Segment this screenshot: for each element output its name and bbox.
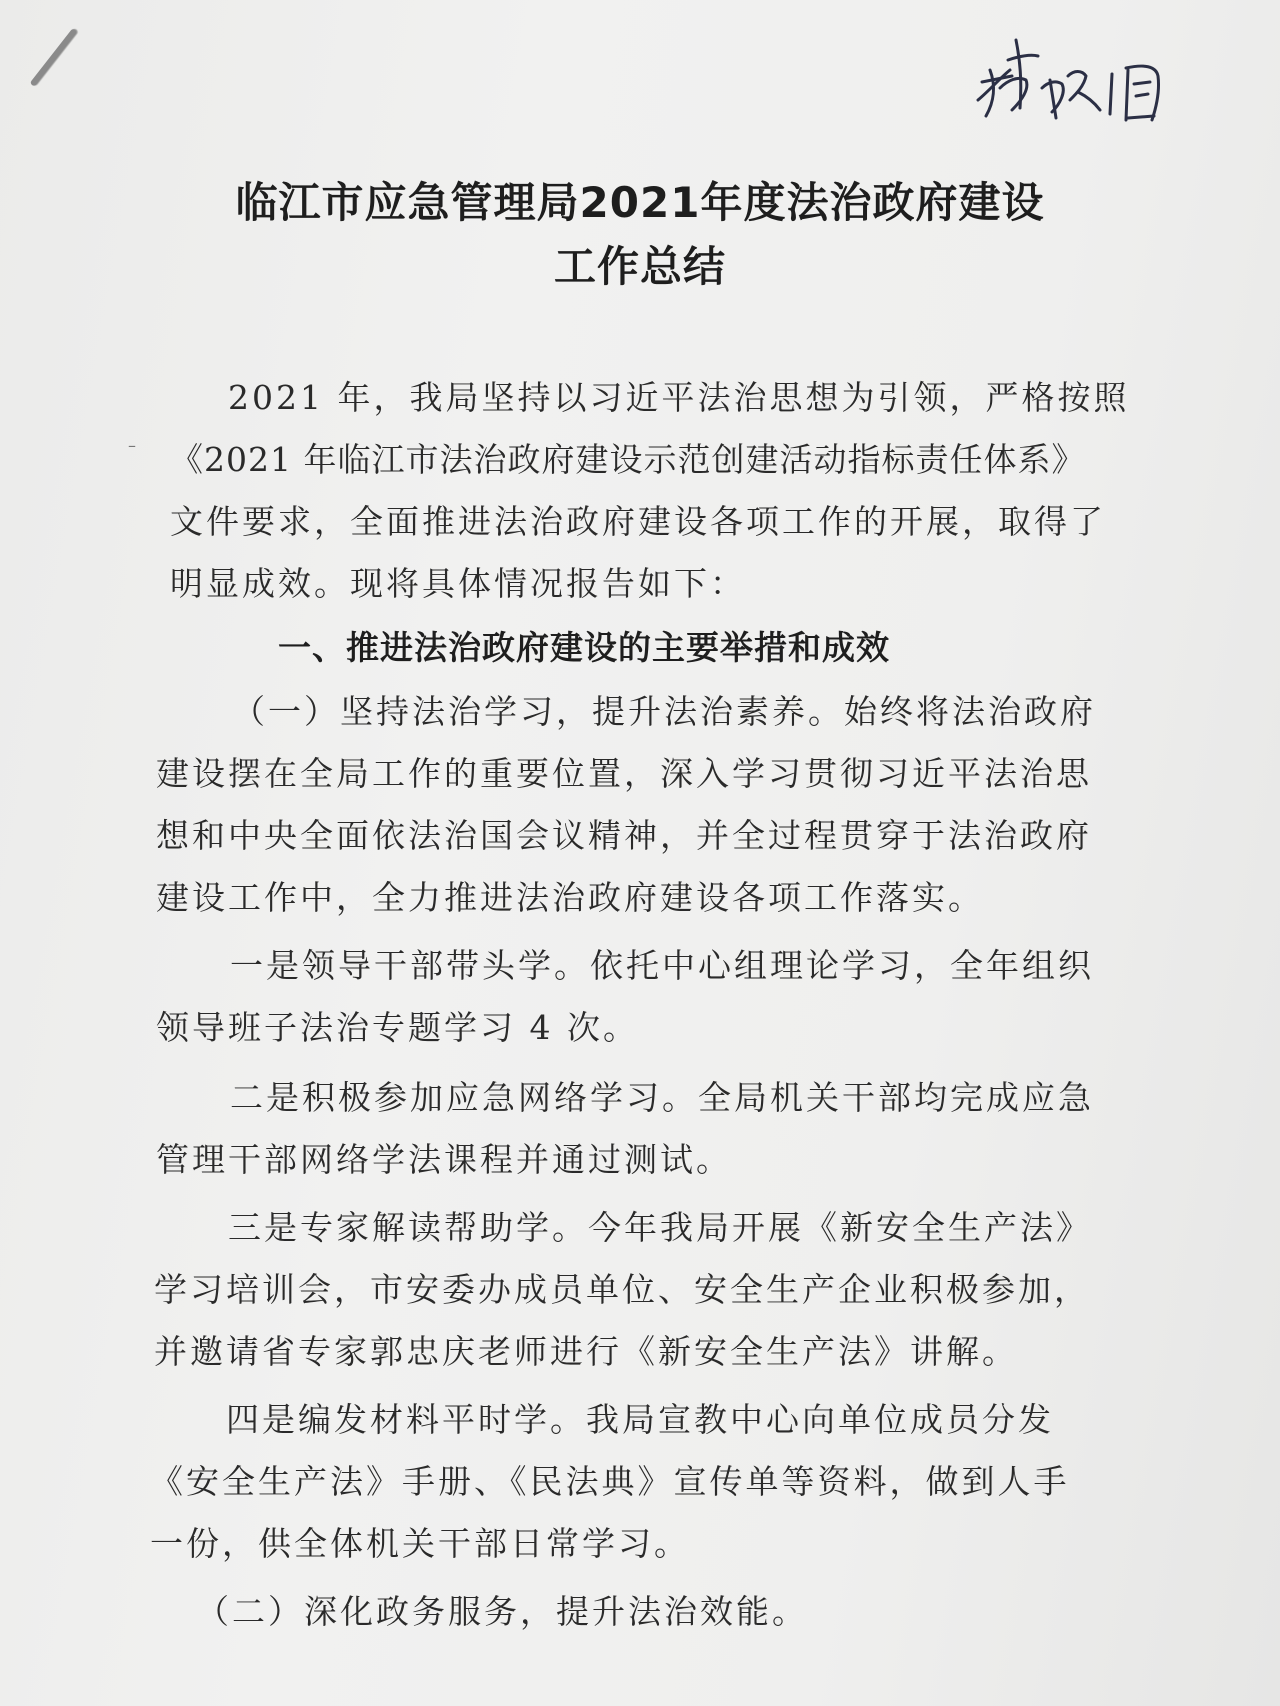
sub2-heading: （二）深化政务服务，提升法治效能。 [196, 1592, 808, 1631]
section-heading-1: 一、推进法治政府建设的主要举措和成效 [278, 628, 890, 667]
item3-line-3: 并邀请省专家郭忠庆老师进行《新安全生产法》讲解。 [154, 1332, 1018, 1371]
document-title-line-2: 工作总结 [553, 242, 726, 291]
item3-line-2: 学习培训会，市安委办成员单位、安全生产企业积极参加， [154, 1270, 1090, 1309]
intro-line-4: 明显成效。现将具体情况报告如下： [170, 564, 746, 603]
handwritten-signature [960, 30, 1170, 130]
sub1-line-2: 建设摆在全局工作的重要位置，深入学习贯彻习近平法治思 [156, 754, 1092, 793]
intro-line-2: 《2021 年临江市法治政府建设示范创建活动指标责任体系》 [170, 440, 1086, 479]
item3-line-1: 三是专家解读帮助学。今年我局开展《新安全生产法》 [228, 1208, 1092, 1247]
item2-line-1: 二是积极参加应急网络学习。全局机关干部均完成应急 [230, 1078, 1094, 1117]
sub1-line-4: 建设工作中，全力推进法治政府建设各项工作落实。 [156, 878, 984, 917]
item1-line-2: 领导班子法治专题学习 4 次。 [156, 1008, 639, 1047]
item1-line-1: 一是领导干部带头学。依托中心组理论学习，全年组织 [230, 946, 1094, 985]
item2-line-2: 管理干部网络学法课程并通过测试。 [156, 1140, 732, 1179]
item4-line-1: 四是编发材料平时学。我局宣教中心向单位成员分发 [226, 1400, 1054, 1439]
intro-line-1: 2021 年，我局坚持以习近平法治思想为引领，严格按照 [228, 378, 1130, 417]
sub1-line-1: （一）坚持法治学习，提升法治素养。始终将法治政府 [232, 692, 1096, 731]
sub1-line-3: 想和中央全面依法治国会议精神，并全过程贯穿于法治政府 [156, 816, 1092, 855]
item4-line-3: 一份，供全体机关干部日常学习。 [150, 1524, 690, 1563]
stray-pencil-mark: – [128, 436, 136, 455]
intro-line-3: 文件要求，全面推进法治政府建设各项工作的开展，取得了 [170, 502, 1106, 541]
item4-line-2: 《安全生产法》手册、《民法典》宣传单等资料，做到人手 [150, 1462, 1070, 1501]
staple [30, 28, 78, 87]
document-title-line-1: 临江市应急管理局2021年度法治政府建设 [235, 178, 1045, 227]
